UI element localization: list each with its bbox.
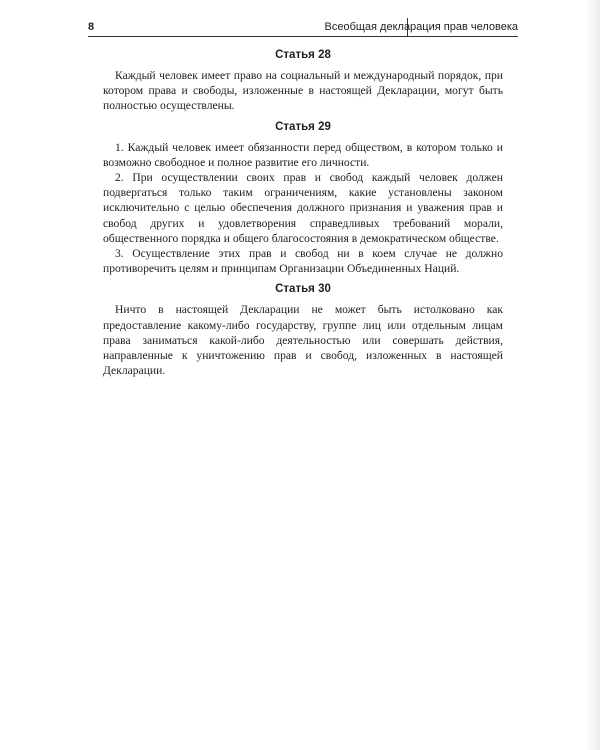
- header-rule: [88, 36, 518, 37]
- article-28: [103, 48, 503, 114]
- article-title: Статья 30: [275, 283, 331, 296]
- running-title: Всеобщая декларация прав человека: [324, 21, 518, 33]
- article-paragraph: Ничто в настоящей Декларации не может быть истолковано как предоставление какому-либо государству, группе лиц или отдельным лицам права заниматься какой-либо деятельностью или совершать действия, направленные к уничтожению прав и свобод, изложенных в настоящей Декларации.: [103, 303, 503, 378]
- article-title: Статья 28: [275, 49, 331, 61]
- page-edge-shadow: [586, 0, 600, 750]
- article-30: [103, 282, 503, 378]
- page-body: [103, 48, 503, 384]
- running-header: [88, 18, 518, 36]
- article-title: Статья 29: [275, 120, 331, 133]
- article-paragraph: Каждый человек имеет право на социальный и международный порядок, при котором права и свободы, изложенные в настоящей Декларации, могут быть полностью осуществлены.: [103, 69, 503, 113]
- article-paragraph: 2. При осуществлении своих прав и свобод каждый человек должен подвергаться только таким ограничениям, какие установлены законом исключительно с целью обеспечения должного признания и уважения прав и свобод других и удовлетворения справедливых требований морали, общественного порядка и общего благосостояния в демократическом обществе.: [103, 171, 503, 245]
- article-29: [103, 120, 503, 277]
- article-paragraph: 3. Осуществление этих прав и свобод ни в коем случае не должно противоречить целям и принципам Организации Объединенных Наций.: [103, 247, 503, 276]
- article-paragraph: 1. Каждый человек имеет обязанности перед обществом, в котором только и возможно свободное и полное развитие его личности.: [103, 140, 503, 169]
- page-number: 8: [88, 21, 95, 33]
